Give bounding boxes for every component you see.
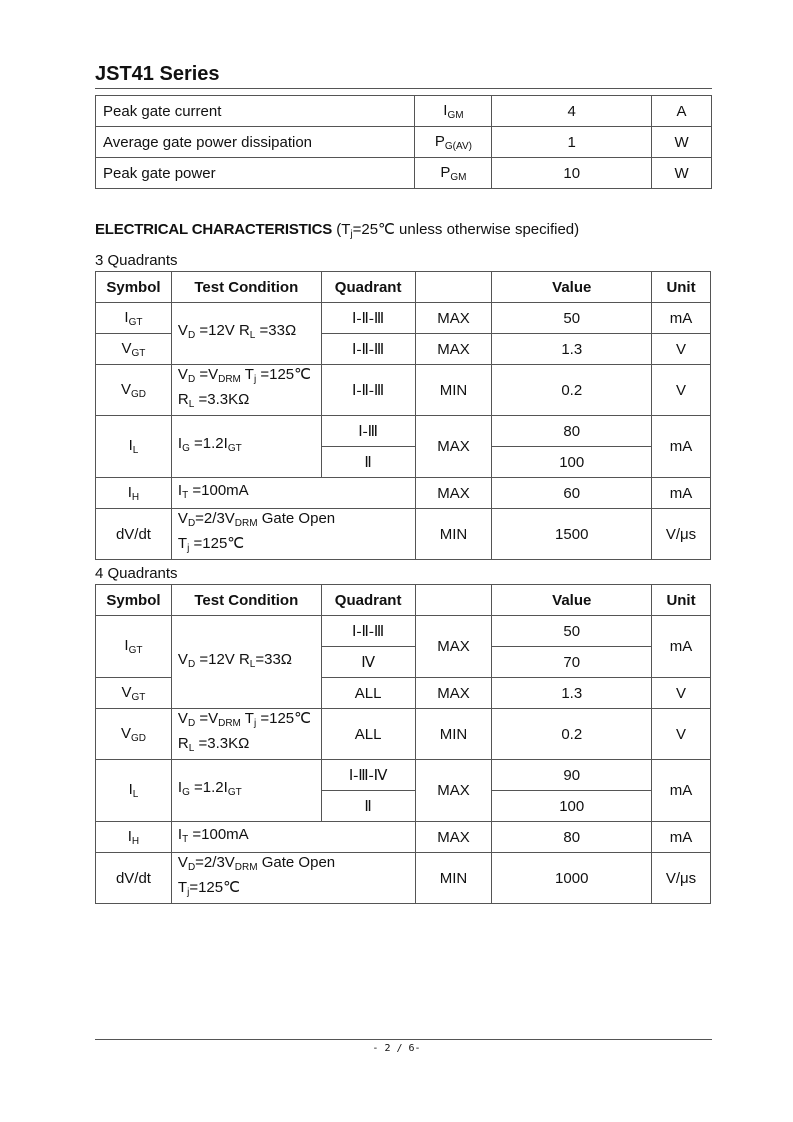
col-test-condition: Test Condition (171, 272, 321, 303)
value: 100 (492, 791, 652, 822)
quadrants-3-label: 3 Quadrants (95, 252, 178, 269)
param-unit: A (652, 96, 712, 127)
condition-it: $I_T =100mA$ (171, 822, 415, 853)
limit: MIN (415, 365, 492, 416)
symbol-ih: $I_H$ (96, 478, 172, 509)
symbol-ih: $I_H$ (96, 822, 172, 853)
quadrants-3-table (95, 271, 711, 560)
col-value: Value (492, 272, 652, 303)
quadrant: Ⅰ-Ⅲ (321, 416, 415, 447)
limit: MAX (415, 478, 492, 509)
param-value: 4 (492, 96, 652, 127)
condition-vd-12v: $V_D =12V$ $R_L=33\Omega$ (171, 616, 321, 709)
unit: mA (652, 478, 711, 509)
unit: mA (652, 616, 711, 678)
col-unit: Unit (652, 272, 711, 303)
param-name: Peak gate current (96, 96, 415, 127)
quadrants-4-label: 4 Quadrants (95, 565, 178, 582)
symbol-dvdt: dV/dt (96, 853, 172, 904)
condition-vd-12v: $V_D =12V$ $R_L =33\Omega$ (171, 303, 321, 365)
quadrant: Ⅳ (321, 647, 415, 678)
table-row (96, 158, 712, 189)
value: 1.3 (492, 334, 652, 365)
value: 90 (492, 760, 652, 791)
col-symbol: Symbol (96, 272, 172, 303)
symbol-vgt: $V_{GT}$ (96, 678, 172, 709)
unit: V (652, 365, 711, 416)
value: 60 (492, 478, 652, 509)
symbol-dvdt: dV/dt (96, 509, 172, 560)
page-header (95, 62, 712, 89)
section-heading: ELECTRICAL CHARACTERISTICS ($T_j=25℃$ unless otherwise specified) (95, 221, 580, 240)
value: 0.2 (492, 709, 652, 760)
table-row (96, 616, 711, 647)
value: 50 (492, 616, 652, 647)
condition-ig: $I_G =1.2I_{GT}$ (171, 760, 321, 822)
value: 100 (492, 447, 652, 478)
table-row (96, 709, 711, 760)
unit: mA (652, 760, 711, 822)
quadrants-4-table (95, 584, 711, 904)
param-value: 1 (492, 127, 652, 158)
table-row (96, 96, 712, 127)
param-symbol: $P_{GM}$ (415, 158, 492, 189)
table-row (96, 478, 711, 509)
unit: V (652, 678, 711, 709)
value: 70 (492, 647, 652, 678)
table-row (96, 822, 711, 853)
unit: mA (652, 303, 711, 334)
limit: MIN (415, 853, 492, 904)
param-symbol: $I_{GM}$ (415, 96, 492, 127)
table-row (96, 760, 711, 791)
limit: MAX (415, 616, 492, 678)
table-header-row (96, 272, 711, 303)
table-row (96, 365, 711, 416)
page-number: - 2 / 6- (372, 1043, 421, 1054)
symbol-il: $I_L$ (96, 416, 172, 478)
col-test-condition: Test Condition (171, 585, 321, 616)
ratings-table (95, 95, 712, 189)
footer-rule (95, 1039, 712, 1040)
col-quadrant: Quadrant (321, 272, 415, 303)
limit: MAX (415, 334, 492, 365)
condition-vd-vdrm: $V_D =V_{DRM}$ $T_j$ =125℃ $R_L =3.3K\Omega$ (171, 365, 321, 416)
col-symbol: Symbol (96, 585, 172, 616)
table-row (96, 127, 712, 158)
quadrant: Ⅱ (321, 791, 415, 822)
condition-dvdt: $V_D=2/3V_{DRM}$ Gate Open $T_j$ =125℃ (171, 509, 415, 560)
condition-it: $I_T =100mA$ (171, 478, 415, 509)
value: 1000 (492, 853, 652, 904)
unit: V (652, 709, 711, 760)
value: 1.3 (492, 678, 652, 709)
param-unit: W (652, 158, 712, 189)
col-quadrant: Quadrant (321, 585, 415, 616)
unit: V/μs (652, 509, 711, 560)
quadrant: Ⅰ-Ⅱ-Ⅲ (321, 365, 415, 416)
param-symbol: $P_{G(AV)}$ (415, 127, 492, 158)
symbol-igt: $I_{GT}$ (96, 303, 172, 334)
limit: MAX (415, 303, 492, 334)
symbol-il: $I_L$ (96, 760, 172, 822)
quadrant: ALL (321, 709, 415, 760)
limit: MIN (415, 709, 492, 760)
limit: MAX (415, 416, 492, 478)
symbol-igt: $I_{GT}$ (96, 616, 172, 678)
symbol-vgd: $V_{GD}$ (96, 709, 172, 760)
value: 80 (492, 416, 652, 447)
quadrant: Ⅰ-Ⅱ-Ⅲ (321, 303, 415, 334)
table-row (96, 303, 711, 334)
limit: MAX (415, 678, 492, 709)
value: 0.2 (492, 365, 652, 416)
quadrant: ALL (321, 678, 415, 709)
param-unit: W (652, 127, 712, 158)
table-row (96, 416, 711, 447)
quadrant: Ⅰ-Ⅱ-Ⅲ (321, 616, 415, 647)
unit: mA (652, 416, 711, 478)
limit: MAX (415, 822, 492, 853)
header-rule (95, 88, 712, 89)
condition-ig: $I_G =1.2I_{GT}$ (171, 416, 321, 478)
table-row (96, 509, 711, 560)
param-name: Peak gate power (96, 158, 415, 189)
unit: V (652, 334, 711, 365)
value: 50 (492, 303, 652, 334)
value: 1500 (492, 509, 652, 560)
col-unit: Unit (652, 585, 711, 616)
quadrant: Ⅰ-Ⅱ-Ⅲ (321, 334, 415, 365)
condition-vd-vdrm: $V_D =V_{DRM}$ $T_j$ =125℃ $R_L =3.3K\Omega$ (171, 709, 321, 760)
condition-dvdt: $V_D=2/3V_{DRM}$ Gate Open $T_j=125℃$ (171, 853, 415, 904)
col-limit (415, 272, 492, 303)
param-value: 10 (492, 158, 652, 189)
limit: MAX (415, 760, 492, 822)
table-header-row (96, 585, 711, 616)
unit: mA (652, 822, 711, 853)
quadrant: Ⅰ-Ⅲ-Ⅳ (321, 760, 415, 791)
unit: V/μs (652, 853, 711, 904)
table-row (96, 853, 711, 904)
value: 80 (492, 822, 652, 853)
param-name: Average gate power dissipation (96, 127, 415, 158)
col-limit (415, 585, 492, 616)
symbol-vgd: $V_{GD}$ (96, 365, 172, 416)
document-title: JST41 Series (95, 63, 220, 85)
quadrant: Ⅱ (321, 447, 415, 478)
symbol-vgt: $V_{GT}$ (96, 334, 172, 365)
limit: MIN (415, 509, 492, 560)
col-value: Value (492, 585, 652, 616)
